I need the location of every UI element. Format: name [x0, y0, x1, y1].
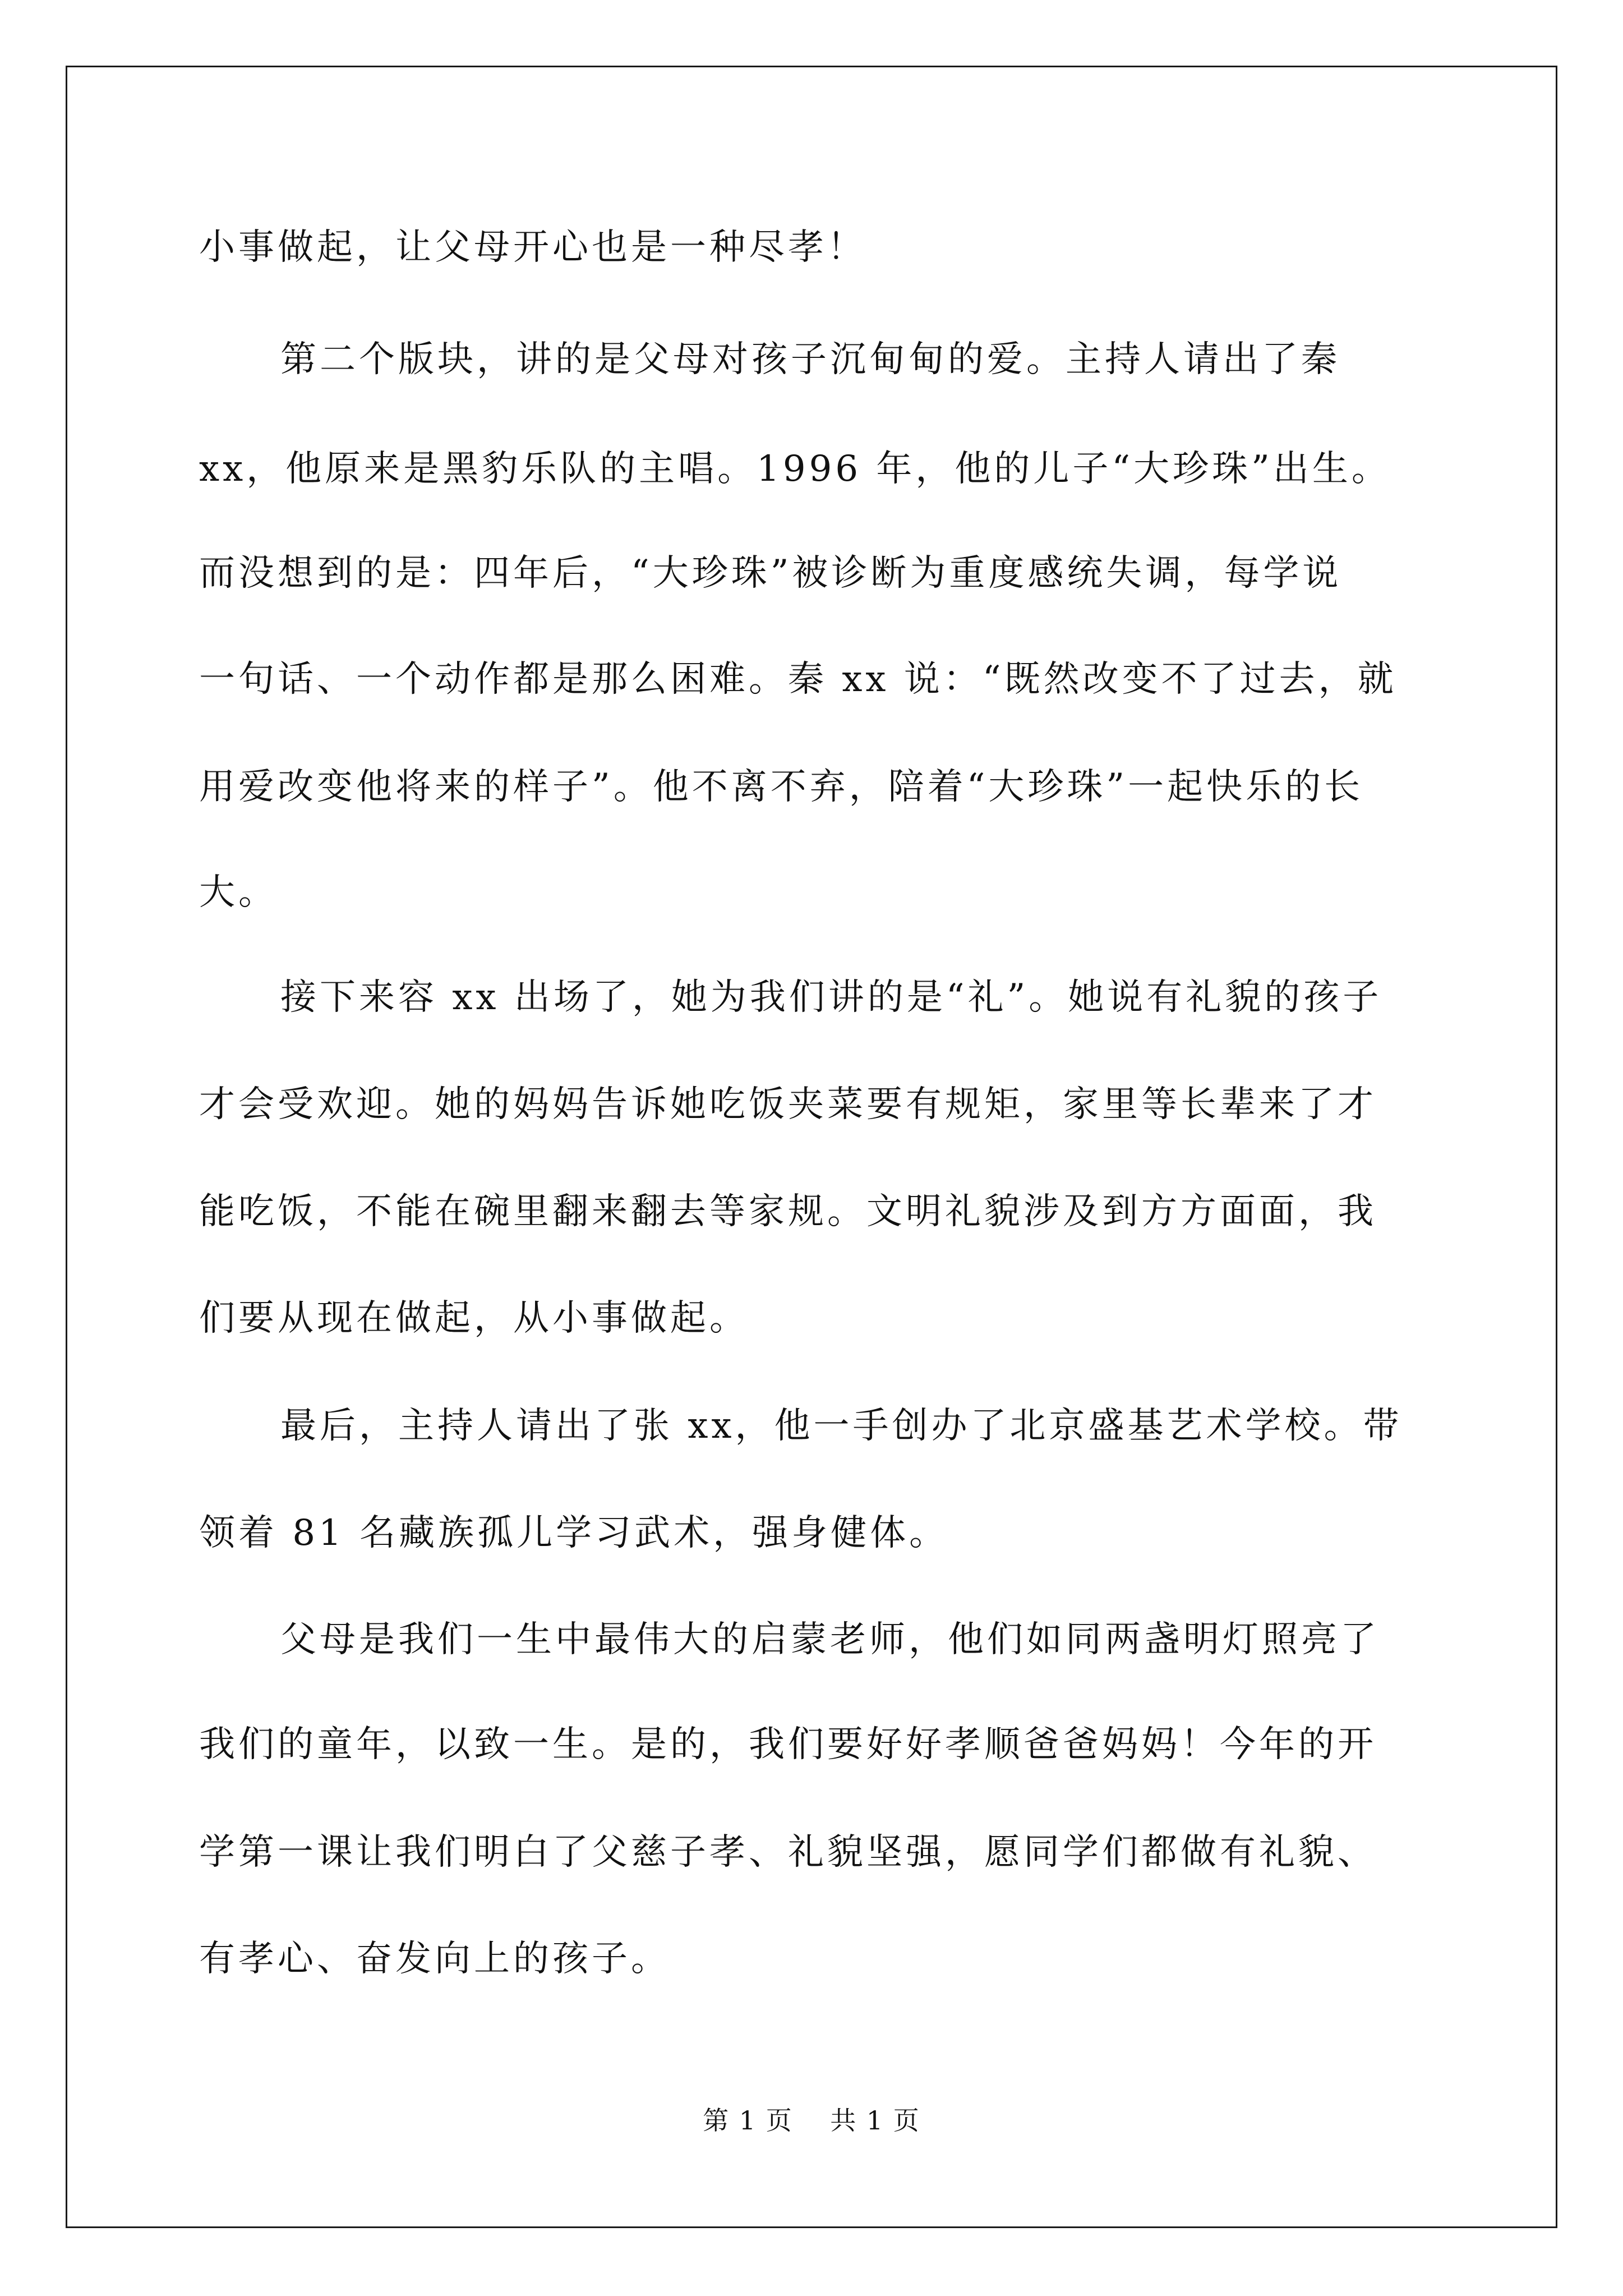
text-line: 才会受欢迎。她的妈妈告诉她吃饭夹菜要有规矩，家里等长辈来了才 — [199, 1084, 1377, 1125]
page-footer: 第 1 页 共 1 页 — [703, 2105, 920, 2136]
text-line: 接下来容 xx 出场了，她为我们讲的是“礼”。她说有礼貌的孩子 — [280, 977, 1382, 1018]
text-line: 用爱改变他将来的样子”。他不离不弃，陪着“大珍珠”一起快乐的长 — [199, 766, 1364, 808]
text-line: 我们的童年，以致一生。是的，我们要好好孝顺爸爸妈妈！今年的开 — [199, 1724, 1377, 1765]
text-line: 有孝心、奋发向上的孩子。 — [199, 1938, 670, 1980]
text-line: 父母是我们一生中最伟大的启蒙老师，他们如同两盏明灯照亮了 — [280, 1619, 1380, 1660]
text-line: 领着 81 名藏族孤儿学习武术，强身健体。 — [199, 1512, 949, 1554]
text-line: 第二个版块，讲的是父母对孩子沉甸甸的爱。主持人请出了秦 — [280, 339, 1340, 380]
text-line: 而没想到的是：四年后，“大珍珠”被诊断为重度感统失调，每学说 — [199, 553, 1342, 594]
text-line: 大。 — [199, 872, 278, 913]
text-line: 能吃饭，不能在碗里翻来翻去等家规。文明礼貌涉及到方方面面，我 — [199, 1191, 1377, 1232]
text-line: 们要从现在做起，从小事做起。 — [199, 1297, 749, 1339]
page-border — [66, 66, 1557, 2228]
text-line: 小事做起，让父母开心也是一种尽孝！ — [199, 227, 866, 268]
text-line: 学第一课让我们明白了父慈子孝、礼貌坚强，愿同学们都做有礼貌、 — [199, 1832, 1377, 1873]
text-line: 最后，主持人请出了张 xx，他一手创办了北京盛基艺术学校。带 — [280, 1405, 1403, 1447]
text-line: xx，他原来是黑豹乐队的主唱。1996 年，他的儿子“大珍珠”出生。 — [199, 448, 1391, 490]
text-line: 一句话、一个动作都是那么困难。秦 xx 说：“既然改变不了过去，就 — [199, 659, 1397, 700]
